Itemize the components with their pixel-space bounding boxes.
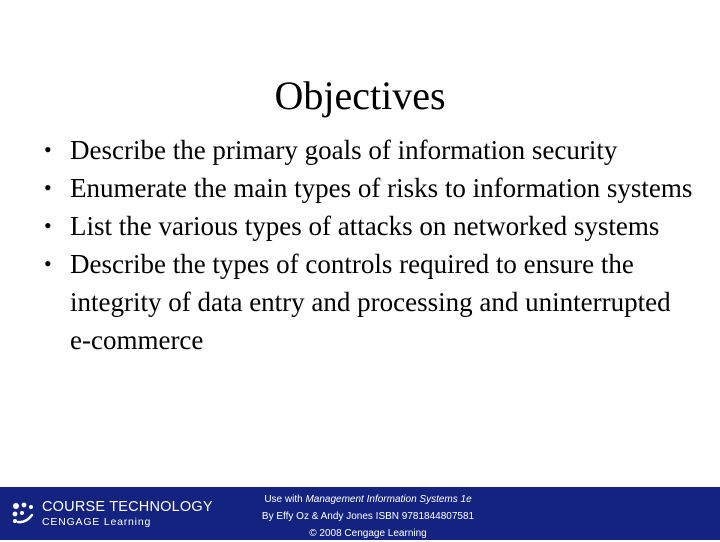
slide-title-text: Objectives [274, 73, 446, 118]
credit-line-copyright: © 2008 Cengage Learning [309, 528, 427, 539]
logo-text-course-technology: COURSE TECHNOLOGY [42, 499, 213, 515]
list-item [44, 169, 694, 207]
logo-text-cengage: CENGAGE Learning [42, 516, 152, 528]
list-item [44, 207, 694, 245]
bullet-marker: • [44, 213, 52, 238]
credit-line-book [218, 491, 518, 508]
book-title: Management Information Systems 1e [305, 494, 472, 505]
credit-line-authors: By Effy Oz & Andy Jones ISBN 9781844807581 [261, 511, 475, 522]
objectives-list [44, 131, 694, 359]
publisher-logo [10, 498, 230, 532]
book-credit [218, 491, 518, 542]
bullet-marker: • [44, 175, 52, 200]
credit-prefix: Use with [264, 494, 306, 505]
bullet-text: List the various types of attacks on networked systems [70, 211, 660, 241]
bullet-marker: • [44, 251, 52, 276]
bullet-text: Enumerate the main types of risks to information systems [70, 173, 693, 203]
bullet-text: Describe the types of controls required to ensure the integrity of data entry and processing and uninterrupted e-commerce [70, 249, 671, 355]
slide-title [0, 72, 720, 120]
footer-bar [0, 487, 720, 540]
course-technology-logo-icon [10, 500, 36, 526]
list-item [44, 245, 694, 359]
list-item [44, 131, 694, 169]
bullet-marker: • [44, 137, 52, 162]
bullet-text: Describe the primary goals of information security [70, 135, 618, 165]
